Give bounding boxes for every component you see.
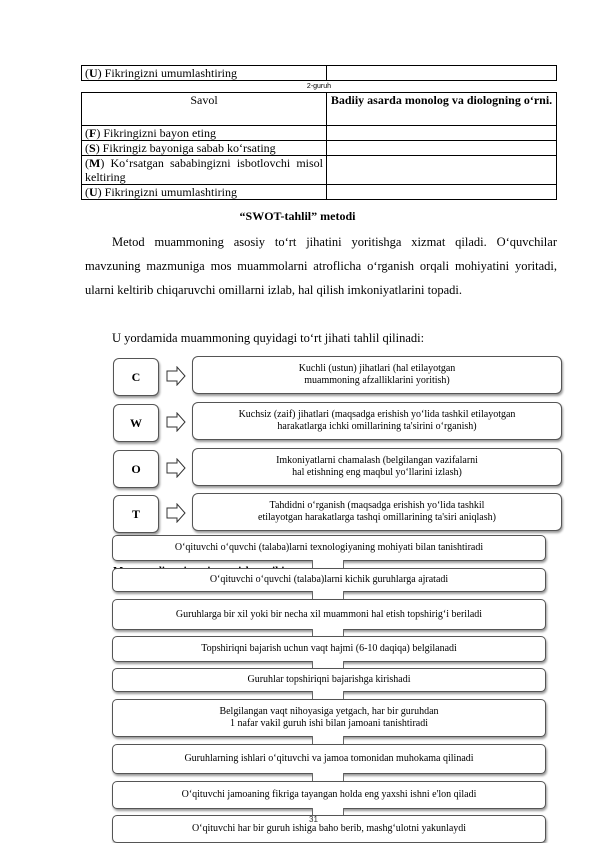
swot-letter-c: C bbox=[113, 358, 159, 396]
section-heading: “SWOT-tahlil” metodi bbox=[239, 209, 356, 223]
arrow-right-icon bbox=[166, 458, 186, 478]
flow-step-9: O‘qituvchi har bir guruh ishiga baho berib, mashg‘ulotni yakunlaydi bbox=[112, 815, 546, 843]
paragraph-aspects: U yordamida muammoning quyidagi to‘rt jihati tahlil qilinadi: bbox=[112, 331, 425, 345]
flow-connector bbox=[312, 560, 344, 568]
flow-connector bbox=[312, 773, 344, 781]
table-row: (S) Fikringiz bayoniga sabab ko‘rsating bbox=[82, 141, 557, 156]
table-row: (M) Ko‘rsatgan sababingizni isbotlovchi misol keltiring bbox=[82, 156, 557, 185]
arrow-right-icon bbox=[166, 366, 186, 386]
header-savol: Savol bbox=[82, 93, 327, 126]
flow-step-3: Guruhlarga bir xil yoki bir necha xil muammoni hal etish topshirig‘i beriladi bbox=[112, 599, 546, 630]
flow-connector bbox=[312, 591, 344, 599]
flow-connector bbox=[312, 691, 344, 699]
table-previous-group bbox=[81, 65, 557, 81]
flow-step-2: O‘qituvchi o‘quvchi (talaba)larni kichik guruhlarga ajratadi bbox=[112, 568, 546, 592]
arrow-right-icon bbox=[166, 503, 186, 523]
table-row: (U) Fikringizni umumlashtiring bbox=[82, 66, 557, 81]
swot-box-strengths: Kuchli (ustun) jihatlari (hal etilayotgan muammoning afzalliklarini yoritish) bbox=[192, 356, 562, 394]
table-row: (F) Fikringizni bayon eting bbox=[82, 126, 557, 141]
flow-connector bbox=[312, 661, 344, 668]
flow-step-4: Topshiriqni bajarish uchun vaqt hajmi (6-10 daqiqa) belgilanadi bbox=[112, 636, 546, 662]
flow-connector bbox=[312, 736, 344, 744]
header-topic: Badiiy asarda monolog va diologning o‘rni. bbox=[327, 93, 557, 126]
swot-box-weaknesses: Kuchsiz (zaif) jihatlari (maqsadga erishish yo‘lida tashkil etilayotgan harakatlarga ichki omillarining ta'sirini o‘rganish) bbox=[192, 402, 562, 440]
flow-step-7: Guruhlarning ishlari o‘qituvchi va jamoa tomonidan muhokama qilinadi bbox=[112, 744, 546, 774]
table-row: (U) Fikringizni umumlashtiring bbox=[82, 185, 557, 200]
flow-connector bbox=[312, 629, 344, 636]
flow-step-8: O‘qituvchi jamoaning fikriga tayangan holda eng yaxshi ishni e'lon qiladi bbox=[112, 781, 546, 809]
paragraph-intro: Metod muammoning asosiy to‘rt jihatini yoritishga xizmat qiladi. O‘quvchilar mavzuning mazmuniga mos muammolarni atroflicha o‘rganish orqali mohiyatini yoritadi, ularni keltirib chiqaruvchi omillarni izlab, hal qilish imkoniyatlarini topadi. bbox=[85, 235, 557, 297]
flow-step-5: Guruhlar topshiriqni bajarishga kirishadi bbox=[112, 668, 546, 692]
swot-box-threats: Tahdidni o‘rganish (maqsadga erishish yo‘lida tashkil etilayotgan harakatlarga tashqi omillarining ta'siri aniqlash) bbox=[192, 493, 562, 531]
swot-letter-o: O bbox=[113, 450, 159, 488]
table-group-2 bbox=[81, 92, 557, 200]
table-header-row bbox=[82, 93, 557, 126]
swot-letter-w: W bbox=[113, 404, 159, 442]
row-text: ) Fikringizni umumlashtiring bbox=[97, 66, 237, 80]
page-number: 31 bbox=[309, 815, 318, 824]
flow-connector bbox=[312, 808, 344, 815]
arrow-right-icon bbox=[166, 412, 186, 432]
swot-box-opportunities: Imkoniyatlarni chamalash (belgilangan vazifalarni hal etishning eng maqbul yo‘llarini izlash) bbox=[192, 448, 562, 486]
row-letter: U bbox=[89, 66, 98, 80]
flow-step-6: Belgilangan vaqt nihoyasiga yetgach, har bir guruhdan 1 nafar vakil guruh ishi bilan jamoani tanishtiradi bbox=[112, 699, 546, 737]
flow-step-1: O‘qituvchi o‘quvchi (talaba)larni texnologiyaning mohiyati bilan tanishtiradi bbox=[112, 535, 546, 561]
table-caption: 2-guruh bbox=[306, 83, 332, 90]
swot-letter-t: T bbox=[113, 495, 159, 533]
